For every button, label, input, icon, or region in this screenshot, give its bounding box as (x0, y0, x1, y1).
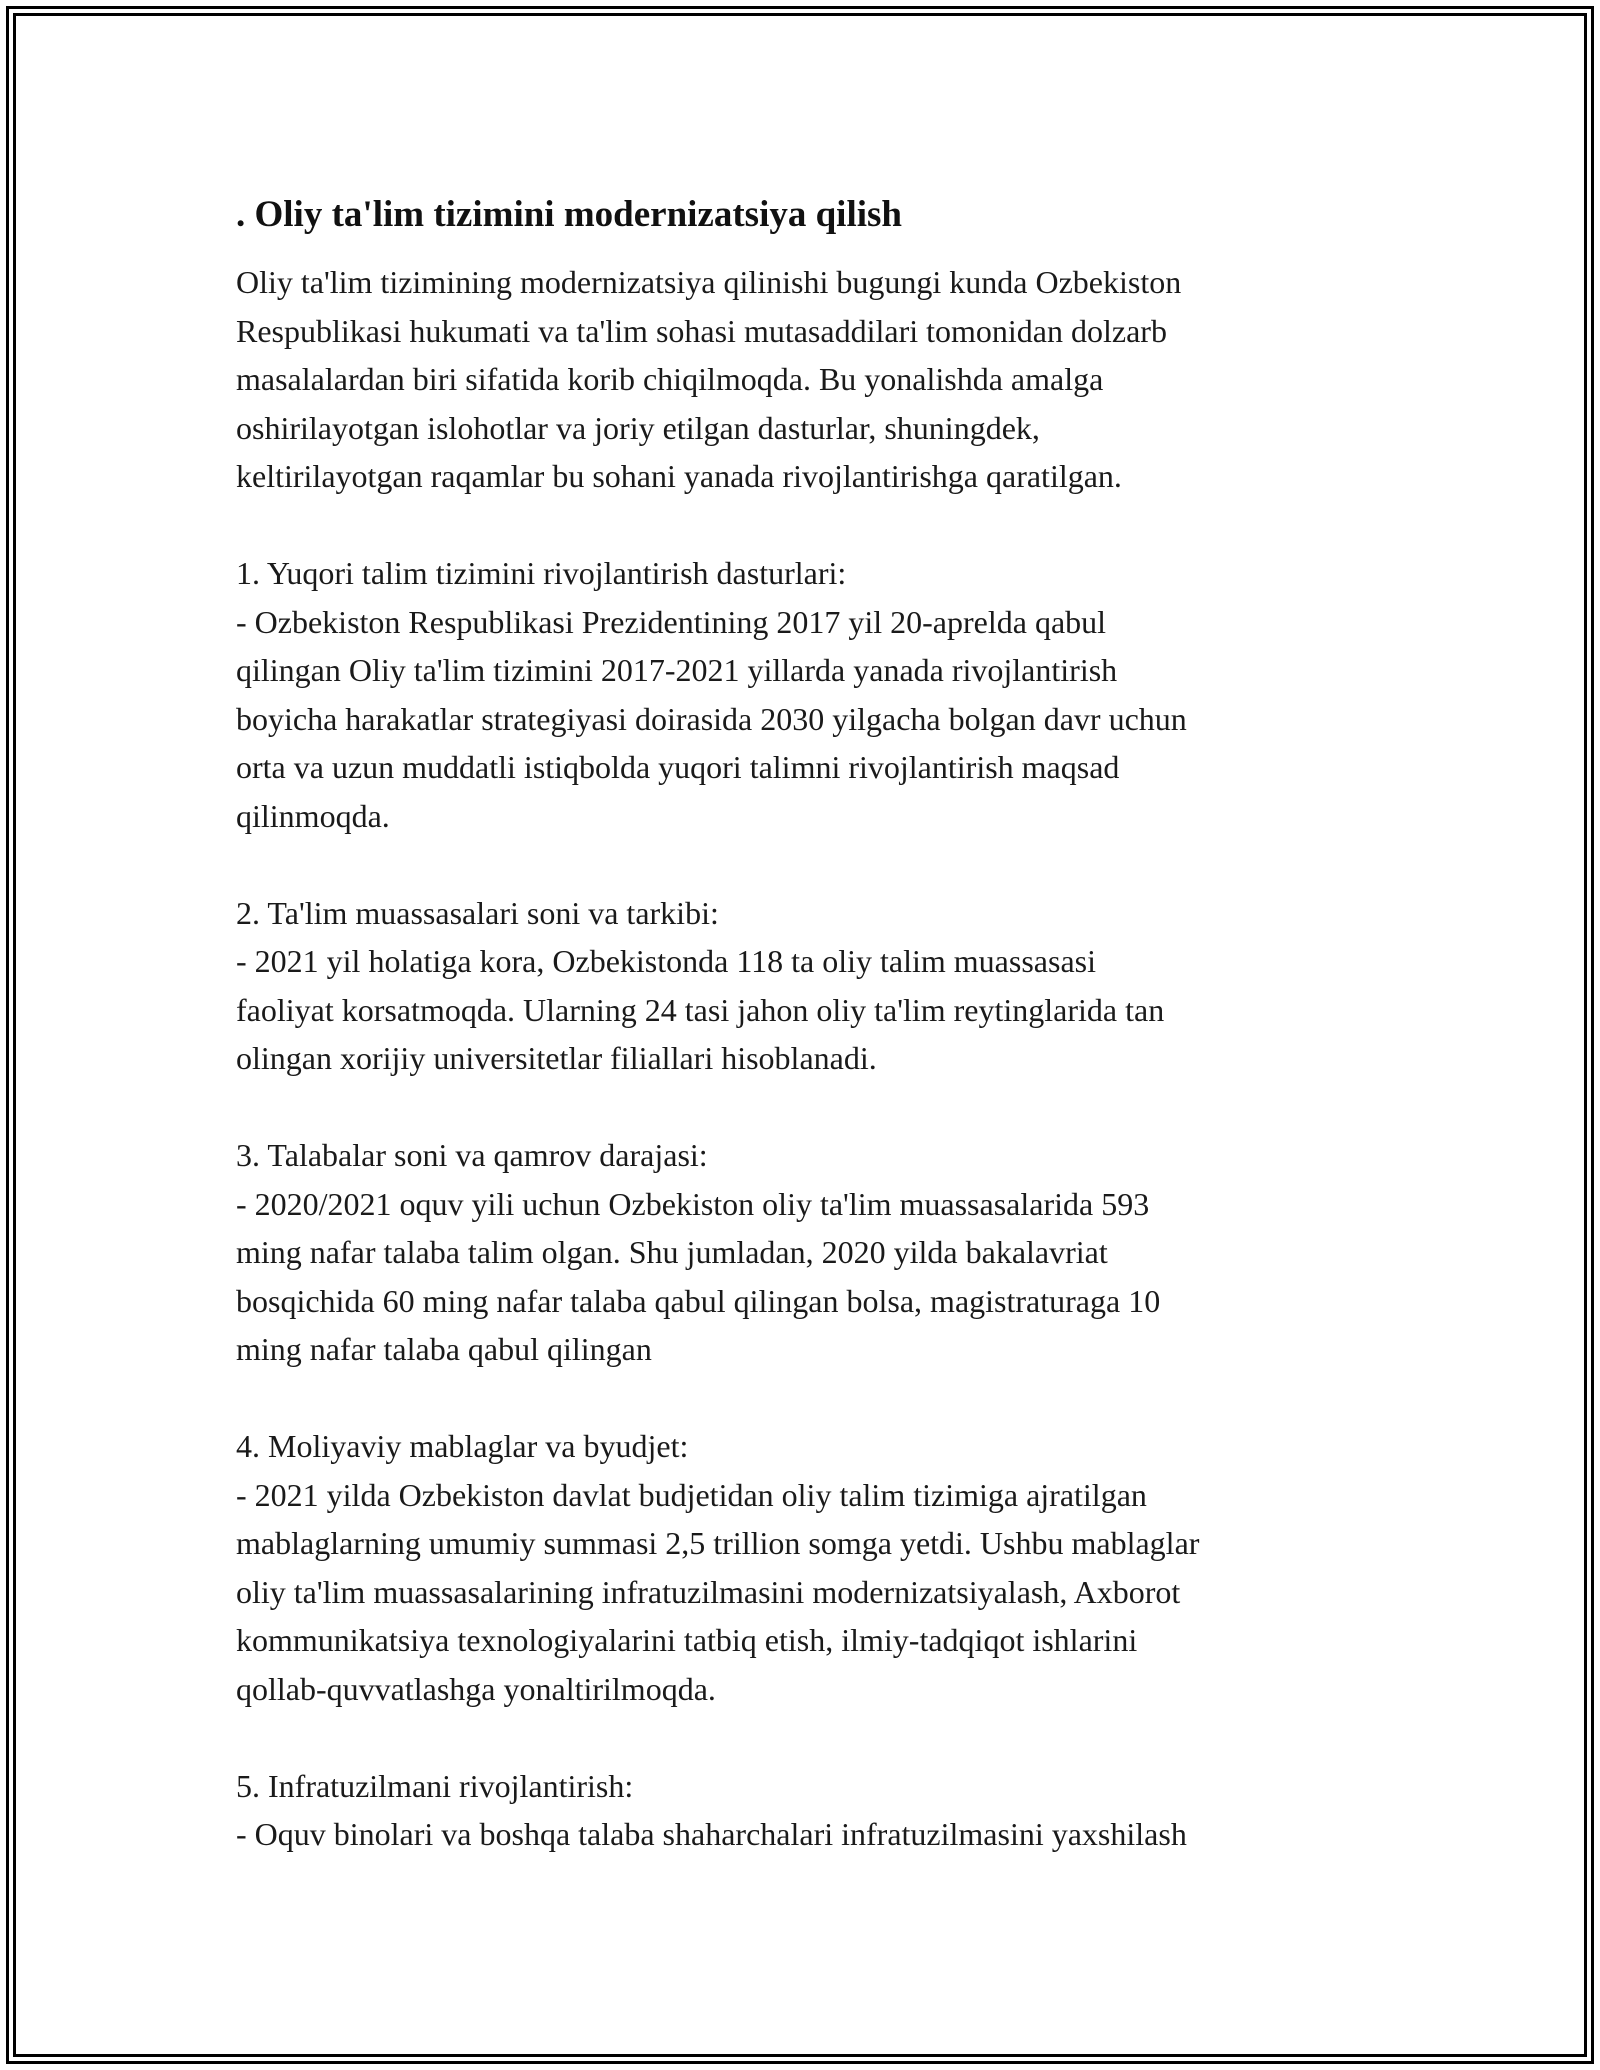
section-5-heading: 5. Infratuzilmani rivojlantirish: (236, 1767, 634, 1804)
section-2-body: - 2021 yil holatiga kora, Ozbekistonda 118 ta oliy talim muassasasi faoliyat korsatmoqda. Ularning 24 tasi jahon oliy ta'lim reytinglarida tan olingan xorijiy universitetlar filiallari hisoblanadi. (236, 943, 1165, 1076)
section-2-heading: 2. Ta'lim muassasalari soni va tarkibi: (236, 894, 719, 931)
section-4-body: - 2021 yilda Ozbekiston davlat budjetidan oliy talim tizimiga ajratilgan mablaglarning umumiy summasi 2,5 trillion somga yetdi. Ushbu mablaglar oliy ta'lim muassasalarining infratuzilmasini modernizatsiyalash, Axborot kommunikatsiya texnologiyalarini tatbiq etish, ilmiy-tadqiqot ishlarini qollab-quvvatlashga yonaltirilmoqda. (236, 1476, 1200, 1707)
paragraph-gap (236, 1083, 1386, 1132)
section-3-body: - 2020/2021 oquv yili uchun Ozbekiston oliy ta'lim muassasalarida 593 ming nafar talaba talim olgan. Shu jumladan, 2020 yilda bakalavriat bosqichida 60 ming nafar talaba qabul qilingan bolsa, magistraturaga 10 ming nafar talaba qabul qilingan (236, 1185, 1161, 1367)
paragraph-gap (236, 1713, 1386, 1762)
paragraph-gap (236, 1374, 1386, 1423)
section-1-heading: 1. Yuqori talim tizimini rivojlantirish dasturlari: (236, 555, 847, 591)
document-body (236, 190, 1386, 1859)
paragraph-gap (236, 501, 1386, 550)
paragraph-gap (236, 840, 1386, 889)
section-3-heading: 3. Talabalar soni va qamrov darajasi: (236, 1137, 708, 1173)
document-title: . Oliy ta'lim tizimini modernizatsiya qilish (236, 194, 902, 235)
section-5-body: - Oquv binolari va boshqa talaba shaharchalari infratuzilmasini yaxshilash (236, 1816, 1187, 1852)
section-4-heading: 4. Moliyaviy mablaglar va byudjet: (236, 1428, 689, 1464)
section-1-body: - Ozbekiston Respublikasi Prezidentining 2017 yil 20-aprelda qabul qilingan Oliy ta'lim tizimini 2017-2021 yillarda yanada rivojlantirish boyicha harakatlar strategiyasi doirasida 2030 yilgacha bolgan davr uchun orta va uzun muddatli istiqbolda yuqori talimni rivojlantirish maqsad qilinmoqda. (236, 603, 1187, 834)
intro-paragraph: Oliy ta'lim tizimining modernizatsiya qilinishi bugungi kunda Ozbekiston Respublikasi hukumati va ta'lim sohasi mutasaddilari tomonidan dolzarb masalalardan biri sifatida korib chiqilmoqda. Bu yonalishda amalga oshirilayotgan islohotlar va joriy etilgan dasturlar, shuningdek, keltirilayotgan raqamlar bu sohani yanada rivojlantirishga qaratilgan. (236, 264, 1182, 494)
